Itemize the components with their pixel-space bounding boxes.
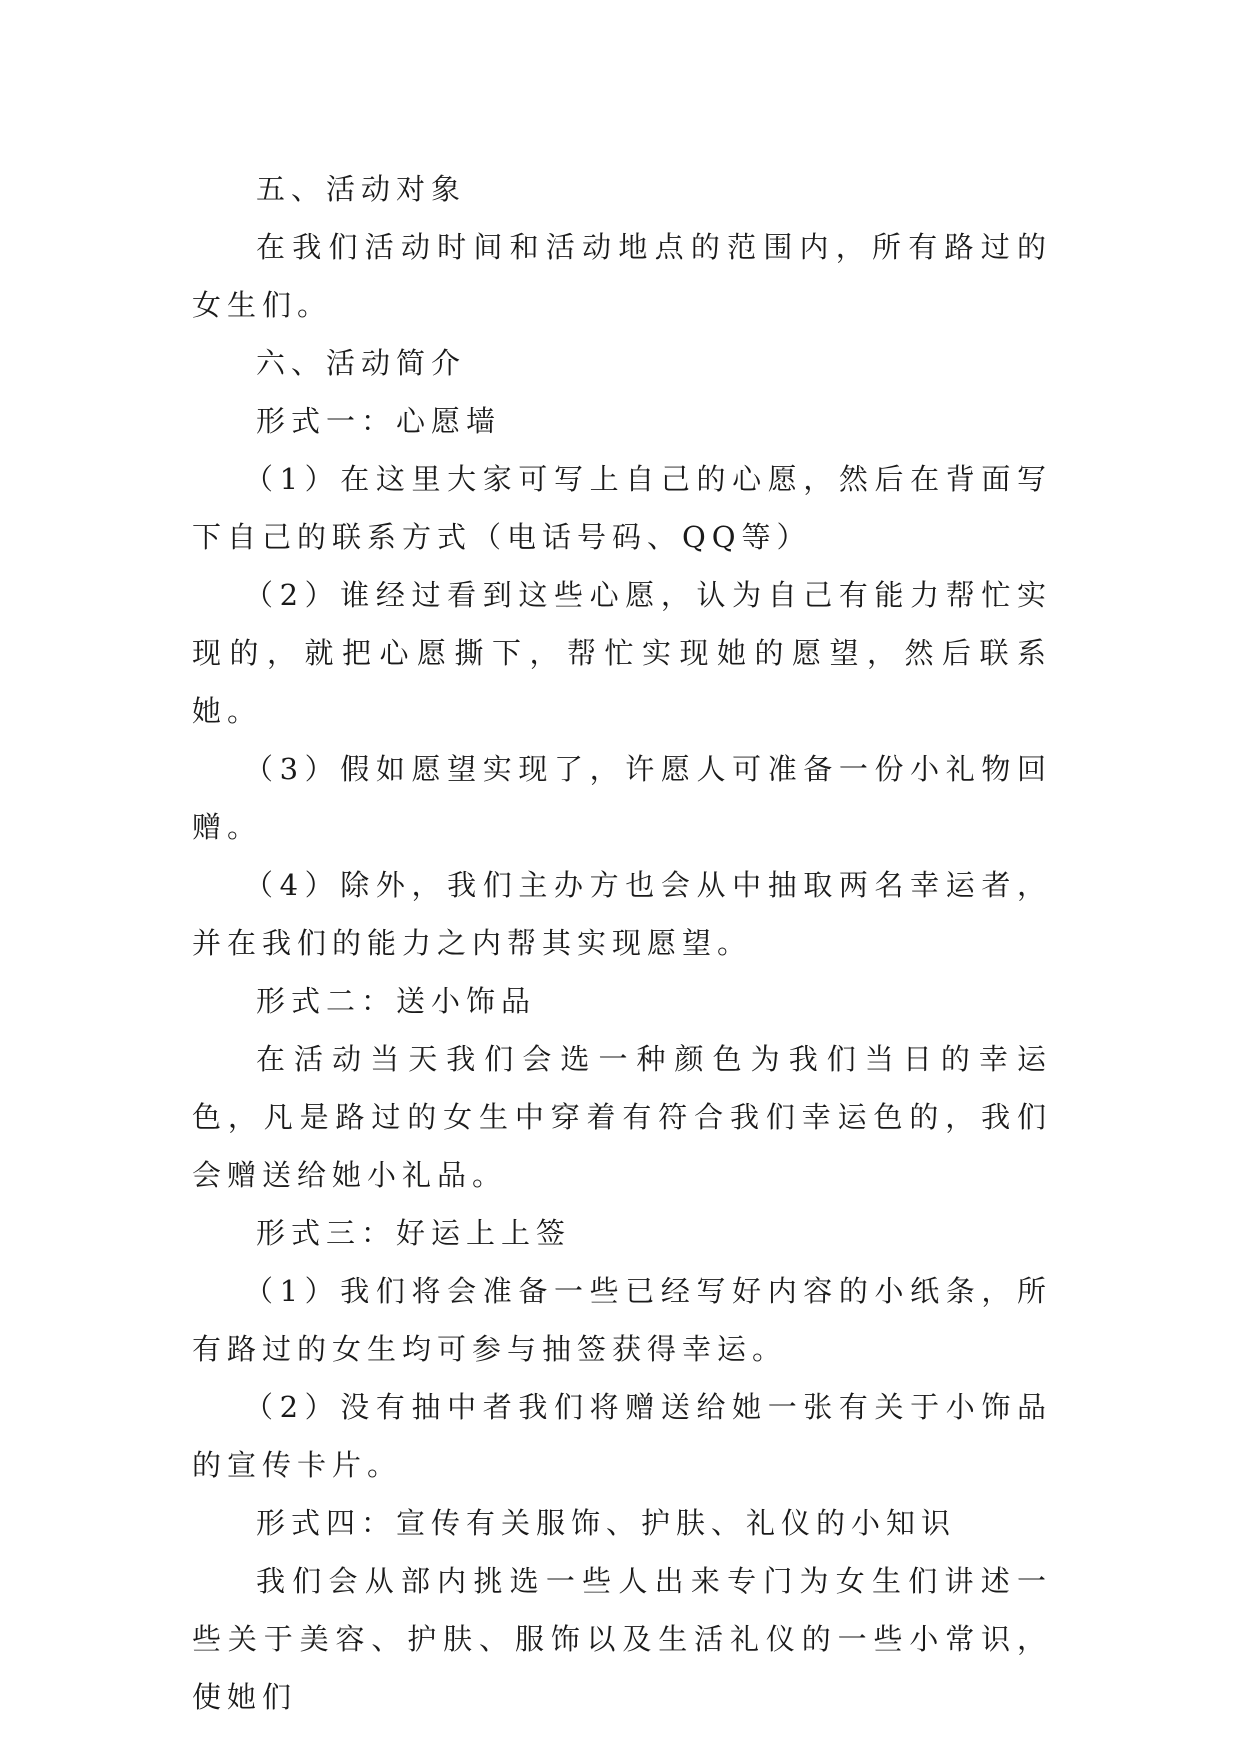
document-body: [192, 160, 1052, 1726]
form-one-item-4: （4）除外，我们主办方也会从中抽取两名幸运者，并在我们的能力之内帮其实现愿望。: [192, 868, 1052, 960]
section-heading-five: 五、活动对象: [256, 172, 467, 206]
form-one-title: 形式一：心愿墙: [256, 404, 502, 438]
form-two-paragraph: 在活动当天我们会选一种颜色为我们当日的幸运色，凡是路过的女生中穿着有符合我们幸运色的，我们会赠送给她小礼品。: [192, 1042, 1052, 1192]
target-paragraph: 在我们活动时间和活动地点的范围内，所有路过的女生们。: [192, 230, 1052, 322]
form-three-title: 形式三：好运上上签: [256, 1216, 572, 1250]
form-one-item-1: （1）在这里大家可写上自己的心愿，然后在背面写下自己的联系方式（电话号码、QQ等）: [192, 462, 1052, 554]
form-three-item-2: （2）没有抽中者我们将赠送给她一张有关于小饰品的宣传卡片。: [192, 1390, 1052, 1482]
form-one-item-2: （2）谁经过看到这些心愿，认为自己有能力帮忙实现的，就把心愿撕下，帮忙实现她的愿望，然后联系她。: [192, 578, 1052, 728]
form-two-title: 形式二：送小饰品: [256, 984, 537, 1018]
form-four-paragraph: 我们会从部内挑选一些人出来专门为女生们讲述一些关于美容、护肤、服饰以及生活礼仪的一些小常识，使她们: [192, 1564, 1052, 1714]
form-four-title: 形式四：宣传有关服饰、护肤、礼仪的小知识: [256, 1506, 957, 1540]
section-heading-six: 六、活动简介: [256, 346, 467, 380]
form-one-item-3: （3）假如愿望实现了，许愿人可准备一份小礼物回赠。: [192, 752, 1052, 844]
form-three-item-1: （1）我们将会准备一些已经写好内容的小纸条，所有路过的女生均可参与抽签获得幸运。: [192, 1274, 1052, 1366]
